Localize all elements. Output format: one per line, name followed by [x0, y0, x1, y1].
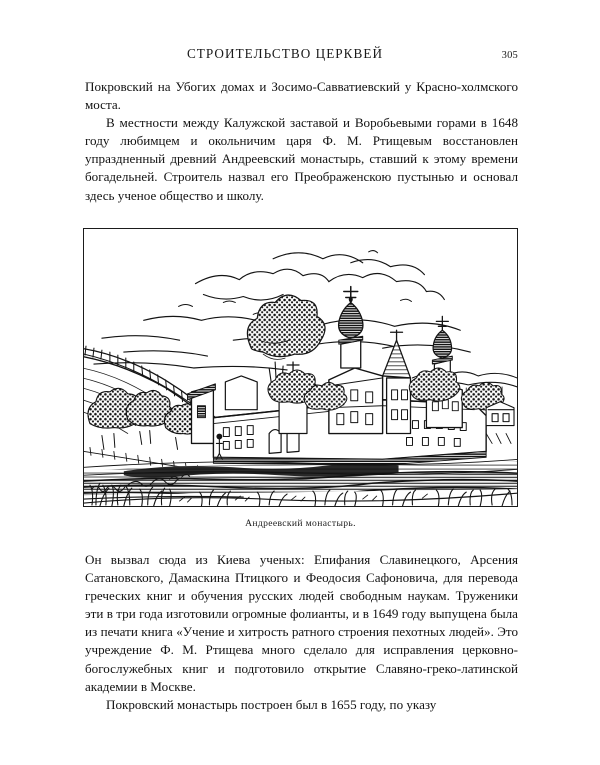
figure-caption: Андреевский монастырь.	[245, 518, 356, 529]
monastery-engraving	[84, 229, 517, 506]
figure-andreevsky-monastery	[83, 228, 518, 529]
body-text-bottom	[85, 551, 518, 714]
paragraph: Он вызвал сюда из Киева ученых: Епифания Славинецкого, Арсения Сатановского, Дамаскина Птицкого и Феодосия Сафоновича, для перевода греческих книг и обучения русских людей свободным наукам. Труженики эти в три года изготовили огромные фолианты, и в 1649 году выпущена была из печати книга «Учение и хитрость ратного строения пехотных людей». Это учреждение Ф. М. Ртищева много сделало для исправления церковно-богослужебных книг и подготовило открытие Славяно-греко-латинской академии в Москве.	[85, 552, 518, 694]
paragraph: Покровский на Убогих домах и Зосимо-Савватиевский у Красно-холмского моста.	[85, 79, 518, 113]
page-number: 305	[501, 50, 518, 61]
paragraph: Покровский монастырь построен был в 1655 году, по указу	[106, 696, 437, 712]
body-text-top	[85, 78, 518, 205]
running-head-title: СТРОИТЕЛЬСТВО ЦЕРКВЕЙ	[186, 46, 384, 61]
paragraph: В местности между Калужской заставой и Воробьевыми горами в 1648 году любимцем и окольничим царя Ф. М. Ртищевым восстановлен упраздненный древний Андреевский монастырь, ставший к этому времени богадельней. Строитель назвал его Преображенскою пустынью и основал здесь ученое общество и школу.	[85, 115, 518, 203]
running-head	[85, 46, 518, 66]
figure-frame	[83, 228, 518, 507]
